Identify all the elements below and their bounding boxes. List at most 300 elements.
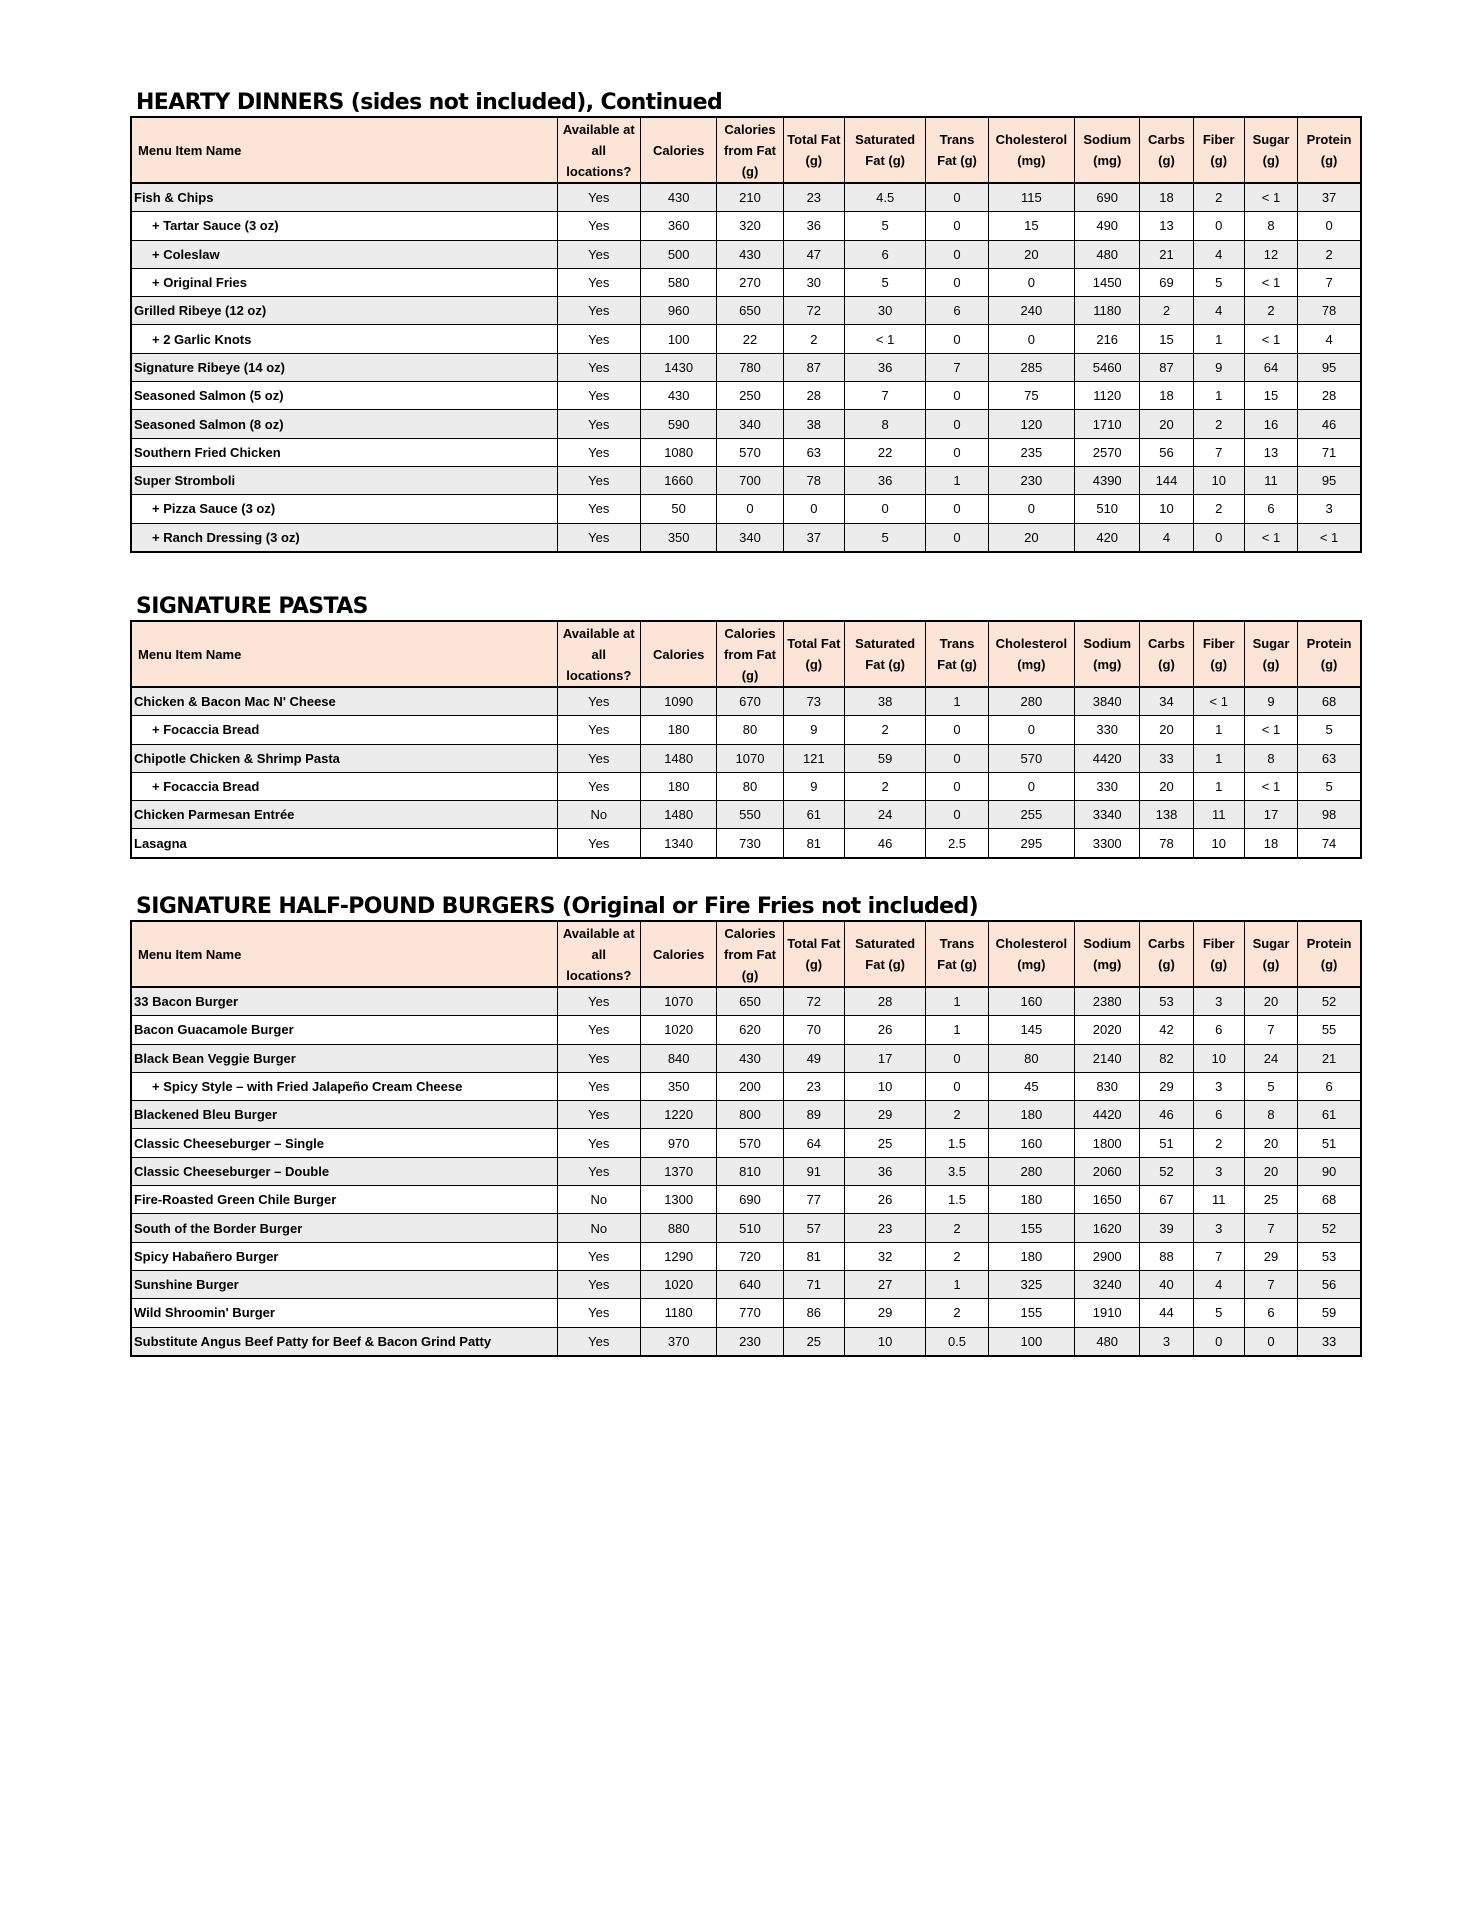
table-cell: 650 bbox=[717, 297, 783, 325]
table-cell: 87 bbox=[1140, 353, 1193, 381]
table-cell: 90 bbox=[1298, 1157, 1361, 1185]
table-cell: 2570 bbox=[1075, 438, 1140, 466]
column-header: Sodium (mg) bbox=[1075, 117, 1140, 183]
table-cell: 5 bbox=[1244, 1072, 1297, 1100]
menu-item-name: Spicy Habañero Burger bbox=[131, 1242, 557, 1270]
column-header: Available at all locations? bbox=[557, 921, 640, 987]
table-cell: Yes bbox=[557, 772, 640, 800]
table-cell: 2380 bbox=[1075, 987, 1140, 1016]
table-cell: Yes bbox=[557, 687, 640, 716]
table-cell: 67 bbox=[1140, 1186, 1193, 1214]
table-cell: 350 bbox=[640, 523, 716, 552]
menu-item-name: + Pizza Sauce (3 oz) bbox=[131, 495, 557, 523]
table-cell: 81 bbox=[783, 829, 844, 858]
table-cell: 34 bbox=[1140, 687, 1193, 716]
table-cell: 0 bbox=[926, 410, 988, 438]
table-cell: 1180 bbox=[640, 1299, 716, 1327]
column-header: Cholesterol (mg) bbox=[988, 621, 1074, 687]
table-cell: 230 bbox=[988, 466, 1074, 494]
table-cell: 22 bbox=[844, 438, 925, 466]
table-cell: 1450 bbox=[1075, 268, 1140, 296]
table-cell: 24 bbox=[1244, 1044, 1297, 1072]
table-cell: 57 bbox=[783, 1214, 844, 1242]
table-cell: 2 bbox=[1244, 297, 1297, 325]
table-cell: 29 bbox=[1244, 1242, 1297, 1270]
table-cell: 0 bbox=[988, 325, 1074, 353]
table-cell: 18 bbox=[1140, 382, 1193, 410]
table-cell: 0 bbox=[988, 716, 1074, 744]
table-cell: 100 bbox=[640, 325, 716, 353]
table-cell: 2900 bbox=[1075, 1242, 1140, 1270]
table-cell: 9 bbox=[783, 716, 844, 744]
table-cell: 86 bbox=[783, 1299, 844, 1327]
table-cell: No bbox=[557, 1214, 640, 1242]
table-cell: 78 bbox=[1140, 829, 1193, 858]
table-cell: 180 bbox=[988, 1186, 1074, 1214]
table-cell: 8 bbox=[1244, 1101, 1297, 1129]
table-cell: 2 bbox=[1140, 297, 1193, 325]
table-cell: 5 bbox=[844, 268, 925, 296]
table-cell: 3 bbox=[1298, 495, 1361, 523]
table-cell: Yes bbox=[557, 183, 640, 212]
table-cell: 810 bbox=[717, 1157, 783, 1185]
table-cell: 10 bbox=[844, 1072, 925, 1100]
column-header: Sugar (g) bbox=[1244, 621, 1297, 687]
table-cell: 121 bbox=[783, 744, 844, 772]
table-cell: 1 bbox=[1193, 325, 1244, 353]
table-cell: 120 bbox=[988, 410, 1074, 438]
table-cell: 960 bbox=[640, 297, 716, 325]
menu-item-name: + Coleslaw bbox=[131, 240, 557, 268]
table-row bbox=[131, 1327, 1361, 1356]
table-cell: 420 bbox=[1075, 523, 1140, 552]
table-cell: 480 bbox=[1075, 240, 1140, 268]
table-cell: 69 bbox=[1140, 268, 1193, 296]
table-cell: 1650 bbox=[1075, 1186, 1140, 1214]
table-cell: 1 bbox=[1193, 382, 1244, 410]
table-cell: 4 bbox=[1193, 297, 1244, 325]
table-row bbox=[131, 716, 1361, 744]
table-row bbox=[131, 1072, 1361, 1100]
column-header: Sodium (mg) bbox=[1075, 921, 1140, 987]
table-cell: 430 bbox=[640, 382, 716, 410]
table-cell: 80 bbox=[988, 1044, 1074, 1072]
table-cell: 370 bbox=[640, 1327, 716, 1356]
table-cell: Yes bbox=[557, 268, 640, 296]
table-cell: 510 bbox=[717, 1214, 783, 1242]
table-cell: 0 bbox=[926, 438, 988, 466]
table-cell: 0 bbox=[1244, 1327, 1297, 1356]
table-row bbox=[131, 466, 1361, 494]
table-cell: 1710 bbox=[1075, 410, 1140, 438]
table-cell: 28 bbox=[1298, 382, 1361, 410]
table-cell: 144 bbox=[1140, 466, 1193, 494]
table-cell: 80 bbox=[717, 716, 783, 744]
table-cell: 16 bbox=[1244, 410, 1297, 438]
table-cell: 88 bbox=[1140, 1242, 1193, 1270]
table-cell: 0 bbox=[717, 495, 783, 523]
column-header: Carbs (g) bbox=[1140, 921, 1193, 987]
column-header: Total Fat (g) bbox=[783, 921, 844, 987]
table-cell: 68 bbox=[1298, 687, 1361, 716]
menu-item-name: Fish & Chips bbox=[131, 183, 557, 212]
table-cell: 47 bbox=[783, 240, 844, 268]
table-cell: Yes bbox=[557, 325, 640, 353]
table-cell: Yes bbox=[557, 987, 640, 1016]
table-cell: 71 bbox=[783, 1270, 844, 1298]
table-cell: 590 bbox=[640, 410, 716, 438]
table-cell: 25 bbox=[844, 1129, 925, 1157]
table-cell: < 1 bbox=[1244, 268, 1297, 296]
table-cell: 91 bbox=[783, 1157, 844, 1185]
table-cell: 880 bbox=[640, 1214, 716, 1242]
table-cell: 1 bbox=[926, 1270, 988, 1298]
column-header: Fiber (g) bbox=[1193, 921, 1244, 987]
table-cell: 7 bbox=[1244, 1270, 1297, 1298]
menu-item-name: + 2 Garlic Knots bbox=[131, 325, 557, 353]
column-header: Saturated Fat (g) bbox=[844, 117, 925, 183]
table-cell: 3 bbox=[1193, 1214, 1244, 1242]
table-cell: 830 bbox=[1075, 1072, 1140, 1100]
table-row bbox=[131, 1016, 1361, 1044]
table-cell: 580 bbox=[640, 268, 716, 296]
table-cell: 70 bbox=[783, 1016, 844, 1044]
table-cell: 6 bbox=[1244, 1299, 1297, 1327]
table-cell: 10 bbox=[1193, 1044, 1244, 1072]
table-cell: 430 bbox=[717, 240, 783, 268]
table-cell: 82 bbox=[1140, 1044, 1193, 1072]
table-cell: 770 bbox=[717, 1299, 783, 1327]
table-cell: 640 bbox=[717, 1270, 783, 1298]
table-cell: < 1 bbox=[844, 325, 925, 353]
table-cell: Yes bbox=[557, 1299, 640, 1327]
table-cell: 40 bbox=[1140, 1270, 1193, 1298]
table-cell: 27 bbox=[844, 1270, 925, 1298]
column-header: Sugar (g) bbox=[1244, 117, 1297, 183]
table-cell: < 1 bbox=[1244, 325, 1297, 353]
table-cell: 7 bbox=[844, 382, 925, 410]
table-cell: 1 bbox=[926, 466, 988, 494]
column-header: Trans Fat (g) bbox=[926, 921, 988, 987]
menu-item-name: 33 Bacon Burger bbox=[131, 987, 557, 1016]
table-cell: 340 bbox=[717, 523, 783, 552]
menu-item-name: Sunshine Burger bbox=[131, 1270, 557, 1298]
table-cell: 1800 bbox=[1075, 1129, 1140, 1157]
table-cell: 10 bbox=[1193, 829, 1244, 858]
table-cell: 8 bbox=[844, 410, 925, 438]
table-cell: 510 bbox=[1075, 495, 1140, 523]
table-cell: 730 bbox=[717, 829, 783, 858]
table-cell: 13 bbox=[1140, 212, 1193, 240]
table-cell: 5 bbox=[1193, 1299, 1244, 1327]
table-cell: 570 bbox=[988, 744, 1074, 772]
table-cell: 1 bbox=[1193, 716, 1244, 744]
section-signature-pastas bbox=[130, 594, 1362, 859]
table-row bbox=[131, 183, 1361, 212]
table-cell: 200 bbox=[717, 1072, 783, 1100]
table-cell: 1 bbox=[1193, 772, 1244, 800]
table-cell: 155 bbox=[988, 1214, 1074, 1242]
table-cell: 7 bbox=[1298, 268, 1361, 296]
column-header: Trans Fat (g) bbox=[926, 621, 988, 687]
table-cell: 22 bbox=[717, 325, 783, 353]
table-cell: Yes bbox=[557, 438, 640, 466]
table-cell: 36 bbox=[844, 466, 925, 494]
table-cell: Yes bbox=[557, 829, 640, 858]
table-cell: Yes bbox=[557, 744, 640, 772]
section-title: HEARTY DINNERS (sides not included), Continued bbox=[136, 90, 723, 115]
table-cell: 51 bbox=[1298, 1129, 1361, 1157]
table-cell: Yes bbox=[557, 1101, 640, 1129]
table-cell: 52 bbox=[1298, 1214, 1361, 1242]
table-cell: Yes bbox=[557, 495, 640, 523]
table-cell: Yes bbox=[557, 1270, 640, 1298]
table-cell: 1660 bbox=[640, 466, 716, 494]
table-cell: 720 bbox=[717, 1242, 783, 1270]
menu-item-name: Black Bean Veggie Burger bbox=[131, 1044, 557, 1072]
table-cell: 0 bbox=[926, 382, 988, 410]
table-cell: 7 bbox=[926, 353, 988, 381]
table-cell: Yes bbox=[557, 297, 640, 325]
table-cell: 7 bbox=[1244, 1214, 1297, 1242]
table-cell: 9 bbox=[1244, 687, 1297, 716]
table-cell: 52 bbox=[1298, 987, 1361, 1016]
column-header: Calories bbox=[640, 117, 716, 183]
table-cell: 28 bbox=[844, 987, 925, 1016]
table-cell: 87 bbox=[783, 353, 844, 381]
table-cell: 2.5 bbox=[926, 829, 988, 858]
table-row bbox=[131, 438, 1361, 466]
table-cell: 115 bbox=[988, 183, 1074, 212]
table-cell: 29 bbox=[1140, 1072, 1193, 1100]
table-cell: Yes bbox=[557, 212, 640, 240]
table-cell: 0 bbox=[926, 495, 988, 523]
table-cell: Yes bbox=[557, 466, 640, 494]
table-row bbox=[131, 240, 1361, 268]
column-header: Fiber (g) bbox=[1193, 621, 1244, 687]
table-cell: 23 bbox=[783, 183, 844, 212]
table-cell: 36 bbox=[783, 212, 844, 240]
menu-item-name: Chipotle Chicken & Shrimp Pasta bbox=[131, 744, 557, 772]
table-cell: 0 bbox=[1298, 212, 1361, 240]
header-row bbox=[131, 117, 1361, 183]
menu-item-name: Lasagna bbox=[131, 829, 557, 858]
table-cell: Yes bbox=[557, 523, 640, 552]
table-cell: 36 bbox=[844, 1157, 925, 1185]
table-cell: 320 bbox=[717, 212, 783, 240]
table-cell: 430 bbox=[717, 1044, 783, 1072]
table-cell: 800 bbox=[717, 1101, 783, 1129]
table-cell: 80 bbox=[717, 772, 783, 800]
table-cell: 20 bbox=[1244, 1129, 1297, 1157]
table-cell: 71 bbox=[1298, 438, 1361, 466]
menu-item-name: Seasoned Salmon (5 oz) bbox=[131, 382, 557, 410]
table-cell: 360 bbox=[640, 212, 716, 240]
table-cell: 37 bbox=[1298, 183, 1361, 212]
table-cell: 840 bbox=[640, 1044, 716, 1072]
table-cell: 280 bbox=[988, 687, 1074, 716]
column-header: Available at all locations? bbox=[557, 117, 640, 183]
table-cell: 29 bbox=[844, 1101, 925, 1129]
table-cell: 53 bbox=[1298, 1242, 1361, 1270]
table-cell: 0 bbox=[926, 523, 988, 552]
table-cell: 5 bbox=[1298, 772, 1361, 800]
table-cell: 2020 bbox=[1075, 1016, 1140, 1044]
table-cell: 155 bbox=[988, 1299, 1074, 1327]
nutrition-table bbox=[130, 620, 1362, 859]
table-cell: No bbox=[557, 801, 640, 829]
column-header: Saturated Fat (g) bbox=[844, 621, 925, 687]
table-cell: 51 bbox=[1140, 1129, 1193, 1157]
table-cell: 18 bbox=[1140, 183, 1193, 212]
section-title: SIGNATURE PASTAS bbox=[136, 594, 368, 619]
table-cell: 2 bbox=[1193, 1129, 1244, 1157]
table-row bbox=[131, 744, 1361, 772]
table-cell: 295 bbox=[988, 829, 1074, 858]
table-cell: 0 bbox=[926, 1072, 988, 1100]
table-cell: 68 bbox=[1298, 1186, 1361, 1214]
table-cell: 49 bbox=[783, 1044, 844, 1072]
menu-item-name: + Focaccia Bread bbox=[131, 716, 557, 744]
table-cell: 46 bbox=[844, 829, 925, 858]
column-header: Calories bbox=[640, 921, 716, 987]
table-cell: 15 bbox=[1244, 382, 1297, 410]
table-cell: 3 bbox=[1140, 1327, 1193, 1356]
table-cell: 280 bbox=[988, 1157, 1074, 1185]
table-cell: 30 bbox=[783, 268, 844, 296]
table-cell: 1120 bbox=[1075, 382, 1140, 410]
table-cell: 780 bbox=[717, 353, 783, 381]
table-row bbox=[131, 410, 1361, 438]
table-row bbox=[131, 325, 1361, 353]
column-header: Cholesterol (mg) bbox=[988, 921, 1074, 987]
menu-item-name: Super Stromboli bbox=[131, 466, 557, 494]
table-cell: 15 bbox=[988, 212, 1074, 240]
table-cell: 6 bbox=[844, 240, 925, 268]
table-cell: 160 bbox=[988, 1129, 1074, 1157]
table-cell: 0 bbox=[844, 495, 925, 523]
column-header: Saturated Fat (g) bbox=[844, 921, 925, 987]
table-cell: 73 bbox=[783, 687, 844, 716]
table-cell: 1090 bbox=[640, 687, 716, 716]
table-cell: 0 bbox=[926, 772, 988, 800]
table-row bbox=[131, 523, 1361, 552]
table-cell: 235 bbox=[988, 438, 1074, 466]
section-hearty-dinners bbox=[130, 90, 1362, 553]
header-row bbox=[131, 621, 1361, 687]
menu-item-name: Bacon Guacamole Burger bbox=[131, 1016, 557, 1044]
menu-item-name: + Spicy Style – with Fried Jalapeño Cream Cheese bbox=[131, 1072, 557, 1100]
table-cell: 330 bbox=[1075, 772, 1140, 800]
table-cell: 1.5 bbox=[926, 1129, 988, 1157]
table-cell: 24 bbox=[844, 801, 925, 829]
table-cell: 430 bbox=[640, 183, 716, 212]
table-row bbox=[131, 1242, 1361, 1270]
table-cell: 500 bbox=[640, 240, 716, 268]
table-cell: 89 bbox=[783, 1101, 844, 1129]
table-cell: 17 bbox=[1244, 801, 1297, 829]
table-cell: Yes bbox=[557, 1072, 640, 1100]
table-cell: 0 bbox=[988, 268, 1074, 296]
table-cell: Yes bbox=[557, 410, 640, 438]
column-header: Total Fat (g) bbox=[783, 117, 844, 183]
table-cell: 33 bbox=[1140, 744, 1193, 772]
table-cell: 0 bbox=[926, 716, 988, 744]
table-row bbox=[131, 1299, 1361, 1327]
table-cell: 1220 bbox=[640, 1101, 716, 1129]
table-cell: 81 bbox=[783, 1242, 844, 1270]
table-cell: 570 bbox=[717, 438, 783, 466]
table-cell: 75 bbox=[988, 382, 1074, 410]
menu-item-name: + Original Fries bbox=[131, 268, 557, 296]
nutrition-table bbox=[130, 920, 1362, 1357]
table-cell: 650 bbox=[717, 987, 783, 1016]
table-cell: 3 bbox=[1193, 1157, 1244, 1185]
table-cell: 23 bbox=[844, 1214, 925, 1242]
table-cell: 45 bbox=[988, 1072, 1074, 1100]
column-header: Menu Item Name bbox=[131, 621, 557, 687]
table-cell: < 1 bbox=[1244, 523, 1297, 552]
table-cell: 10 bbox=[1193, 466, 1244, 494]
table-cell: 0 bbox=[926, 183, 988, 212]
table-cell: 38 bbox=[783, 410, 844, 438]
column-header: Calories from Fat (g) bbox=[717, 921, 783, 987]
table-cell: 4420 bbox=[1075, 744, 1140, 772]
table-cell: 33 bbox=[1298, 1327, 1361, 1356]
table-cell: 52 bbox=[1140, 1157, 1193, 1185]
table-cell: 56 bbox=[1140, 438, 1193, 466]
table-cell: 6 bbox=[1193, 1101, 1244, 1129]
table-cell: 74 bbox=[1298, 829, 1361, 858]
table-cell: < 1 bbox=[1244, 772, 1297, 800]
table-cell: 13 bbox=[1244, 438, 1297, 466]
section-title: SIGNATURE HALF-POUND BURGERS (Original or Fire Fries not included) bbox=[136, 894, 979, 919]
table-cell: 2 bbox=[926, 1299, 988, 1327]
table-cell: 72 bbox=[783, 297, 844, 325]
table-cell: < 1 bbox=[1298, 523, 1361, 552]
table-cell: 42 bbox=[1140, 1016, 1193, 1044]
table-row bbox=[131, 297, 1361, 325]
table-cell: 2 bbox=[844, 772, 925, 800]
table-cell: 38 bbox=[844, 687, 925, 716]
table-cell: 4.5 bbox=[844, 183, 925, 212]
table-cell: 11 bbox=[1193, 801, 1244, 829]
table-cell: 1020 bbox=[640, 1270, 716, 1298]
table-cell: Yes bbox=[557, 1327, 640, 1356]
table-row bbox=[131, 1129, 1361, 1157]
table-cell: 61 bbox=[783, 801, 844, 829]
table-cell: 550 bbox=[717, 801, 783, 829]
table-cell: 15 bbox=[1140, 325, 1193, 353]
table-row bbox=[131, 801, 1361, 829]
table-cell: 3300 bbox=[1075, 829, 1140, 858]
column-header: Carbs (g) bbox=[1140, 621, 1193, 687]
table-cell: 1910 bbox=[1075, 1299, 1140, 1327]
table-cell: 9 bbox=[783, 772, 844, 800]
table-cell: 20 bbox=[988, 240, 1074, 268]
table-cell: Yes bbox=[557, 1157, 640, 1185]
table-row bbox=[131, 987, 1361, 1016]
table-cell: 1180 bbox=[1075, 297, 1140, 325]
table-cell: 20 bbox=[1140, 716, 1193, 744]
menu-item-name: Southern Fried Chicken bbox=[131, 438, 557, 466]
table-cell: 0 bbox=[926, 212, 988, 240]
menu-item-name: Substitute Angus Beef Patty for Beef & Bacon Grind Patty bbox=[131, 1327, 557, 1356]
column-header: Trans Fat (g) bbox=[926, 117, 988, 183]
menu-item-name: Wild Shroomin' Burger bbox=[131, 1299, 557, 1327]
menu-item-name: Fire-Roasted Green Chile Burger bbox=[131, 1186, 557, 1214]
menu-item-name: Seasoned Salmon (8 oz) bbox=[131, 410, 557, 438]
